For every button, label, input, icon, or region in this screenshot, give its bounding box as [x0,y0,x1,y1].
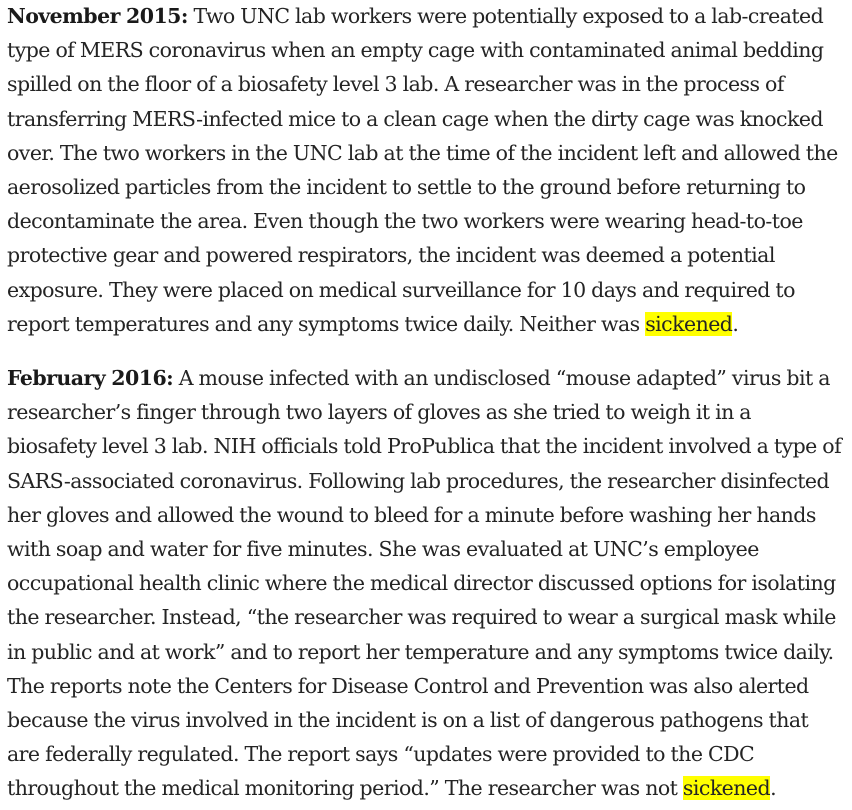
entry-text-end: . [770,776,777,801]
entry-text-end: . [732,311,739,336]
incident-entry-february-2016 [7,361,843,806]
entry-text: Two UNC lab workers were potentially exposed to a lab-created type of MERS coronavirus when an empty cage with contaminated animal bedding spilled on the floor of a biosafety level 3 lab. A researcher was in the process of transferring MERS-infected mice to a clean cage when the dirty cage was knocked over. The two workers in the UNC lab at the time of the incident left and allowed the aerosolized particles from the incident to settle to the ground before returning to decontaminate the area. Even though the two workers were wearing head-to-toe protective gear and powered respirators, the incident was deemed a potential exposure. They were placed on medical surveillance for 10 days and required to report temperatures and any symptoms twice daily. Neither was [7,4,838,336]
search-highlight: sickened [645,311,733,336]
entry-text: A mouse infected with an undisclosed “mouse adapted” virus bit a researcher’s finger through two layers of gloves as she tried to weigh it in a biosafety level 3 lab. NIH officials told ProPublica that the incident involved a type of SARS-associated coronavirus. Following lab procedures, the researcher disinfected her gloves and allowed the wound to bleed for a minute before washing her hands with soap and water for five minutes. She was evaluated at UNC’s employee occupational health clinic where the medical director discussed options for isolating the researcher. Instead, “the researcher was required to wear a surgical mask while in public and at work” and to report her temperature and any symptoms twice daily. The reports note the Centers for Disease Control and Prevention was also alerted because the virus involved in the incident is on a list of dangerous pathogens that are federally regulated. The report says “updates were provided to the CDC throughout the medical monitoring period.” The researcher was not [7,366,842,801]
entry-date-label: November 2015: [7,4,188,28]
search-highlight: sickened [682,776,771,801]
entry-date-label: February 2016: [7,366,174,391]
incident-entry-november-2015 [7,0,843,341]
